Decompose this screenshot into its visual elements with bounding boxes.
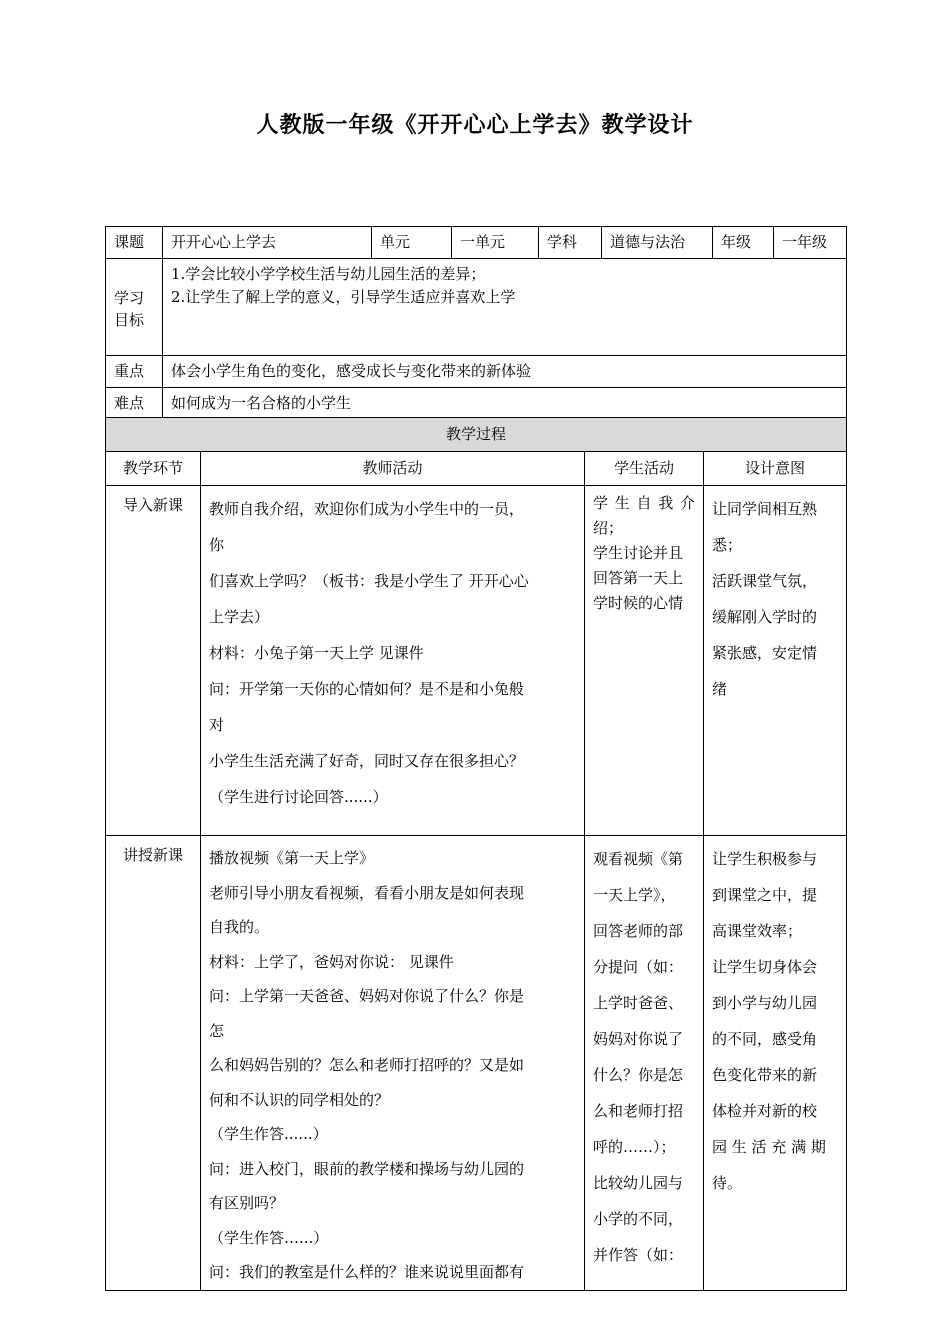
teaching-process-table bbox=[105, 417, 847, 1291]
difficulty-row bbox=[106, 388, 847, 420]
process-column-headers bbox=[106, 452, 847, 486]
goals-label-line: 学习 bbox=[114, 288, 145, 307]
goals-row bbox=[106, 259, 847, 356]
text-line: 分提问（如： bbox=[593, 958, 684, 976]
text-line: 有区别吗？ bbox=[209, 1194, 285, 1212]
design-intent-cell bbox=[704, 486, 847, 836]
goals-label-line: 目标 bbox=[114, 311, 145, 329]
topic-value: 开开心心上学去 bbox=[163, 227, 372, 259]
text-line: 们喜欢上学吗？（板书：我是小学生了 开开心心 bbox=[209, 572, 529, 590]
text-line: 让同学间相互熟 bbox=[712, 500, 818, 518]
text-line: （学生进行讨论回答......） bbox=[209, 788, 388, 806]
text-line: 并作答（如： bbox=[593, 1246, 684, 1264]
student-activity-cell bbox=[585, 486, 704, 836]
text-line: 活跃课堂气氛， bbox=[712, 572, 818, 590]
stage-name: 导入新课 bbox=[106, 486, 201, 836]
text-line: 的不同，感受角 bbox=[712, 1030, 818, 1048]
subject-label: 学科 bbox=[539, 227, 602, 259]
text-line: 问：我们的教室是什么样的？谁来说说里面都有 bbox=[209, 1263, 525, 1281]
topic-label: 课题 bbox=[106, 227, 163, 259]
header-design-intent: 设计意图 bbox=[704, 452, 847, 486]
text-line: 何和不认识的同学相处的？ bbox=[209, 1090, 390, 1109]
stage-row-new-lesson bbox=[106, 836, 847, 1291]
text-line: 上学时爸爸、 bbox=[593, 994, 684, 1012]
text-line: 对 bbox=[209, 716, 225, 734]
subject-value: 道德与法治 bbox=[602, 227, 713, 259]
text-line: 学 生 自 我 介 bbox=[593, 494, 695, 512]
goal-item: 2.让学生了解上学的意义，引导学生适应并喜欢上学 bbox=[171, 287, 516, 306]
text-line: （学生作答......） bbox=[209, 1125, 328, 1143]
text-line: 问：开学第一天你的心情如何？是不是和小兔般 bbox=[209, 680, 525, 698]
lesson-info-table bbox=[105, 226, 847, 420]
text-line: 么和老师打招 bbox=[593, 1102, 684, 1120]
text-line: 比较幼儿园与 bbox=[593, 1174, 684, 1192]
text-line: 一天上学》， bbox=[593, 886, 676, 904]
text-line: 缓解刚入学时的 bbox=[712, 608, 818, 626]
header-stage: 教学环节 bbox=[106, 452, 201, 486]
text-line: 观看视频《第 bbox=[593, 850, 684, 868]
key-point-label: 重点 bbox=[106, 356, 163, 388]
teacher-activity-cell bbox=[201, 836, 585, 1291]
text-line: 自我的。 bbox=[209, 918, 270, 936]
text-line: 上学去） bbox=[209, 608, 270, 626]
text-line: 园 生 活 充 满 期 bbox=[712, 1138, 826, 1156]
unit-label: 单元 bbox=[372, 227, 452, 259]
stage-row-intro bbox=[106, 486, 847, 836]
text-line: 你 bbox=[209, 536, 225, 554]
text-line: 怎 bbox=[209, 1021, 225, 1040]
goal-item: 1.学会比较小学学校生活与幼儿园生活的差异； bbox=[171, 265, 486, 283]
header-teacher-activity: 教师活动 bbox=[201, 452, 585, 486]
header-student-activity: 学生活动 bbox=[585, 452, 704, 486]
text-line: 高课堂效率； bbox=[712, 922, 803, 940]
unit-value: 一单元 bbox=[452, 227, 539, 259]
text-line: 学生讨论并且 bbox=[593, 544, 684, 562]
key-point-value: 体会小学生角色的变化，感受成长与变化带来的新体验 bbox=[163, 356, 847, 388]
teacher-activity-cell bbox=[201, 486, 585, 836]
topic-row bbox=[106, 227, 847, 259]
text-line: 到小学与幼儿园 bbox=[712, 994, 818, 1012]
text-line: 教师自我介绍，欢迎你们成为小学生中的一员， bbox=[209, 500, 525, 518]
text-line: 妈妈对你说了 bbox=[593, 1030, 684, 1048]
text-line: （学生作答…...） bbox=[209, 1228, 329, 1247]
text-line: 待。 bbox=[712, 1174, 743, 1192]
text-line: 绍； bbox=[593, 519, 624, 537]
text-line: 么和妈妈告别的？怎么和老师打招呼的？又是如 bbox=[209, 1056, 525, 1074]
text-line: 小学的不同， bbox=[593, 1210, 684, 1228]
text-line: 什么？你是怎 bbox=[593, 1066, 684, 1084]
text-line: 色变化带来的新 bbox=[712, 1066, 818, 1084]
text-line: 问：进入校门，眼前的教学楼和操场与幼儿园的 bbox=[209, 1159, 525, 1178]
key-point-row bbox=[106, 356, 847, 388]
text-line: 绪 bbox=[712, 680, 728, 698]
process-band-header: 教学过程 bbox=[106, 418, 847, 452]
text-line: 到课堂之中，提 bbox=[712, 886, 818, 904]
text-line: 悉； bbox=[712, 536, 743, 554]
stage-name: 讲授新课 bbox=[106, 836, 201, 1291]
text-line: 呼的……）； bbox=[593, 1138, 676, 1156]
difficulty-value: 如何成为一名合格的小学生 bbox=[163, 388, 847, 420]
grade-label: 年级 bbox=[713, 227, 774, 259]
goals-value bbox=[163, 259, 847, 356]
text-line: 紧张感，安定情 bbox=[712, 644, 818, 662]
text-line: 老师引导小朋友看视频，看看小朋友是如何表现 bbox=[209, 883, 525, 902]
text-line: 体检并对新的校 bbox=[712, 1102, 818, 1120]
design-intent-cell bbox=[704, 836, 847, 1291]
text-line: 学时候的心情 bbox=[593, 594, 684, 612]
text-line: 播放视频《第一天上学》 bbox=[209, 849, 375, 867]
goals-label bbox=[106, 259, 163, 356]
text-line: 让学生切身体会 bbox=[712, 958, 818, 976]
text-line: 问：上学第一天爸爸、妈妈对你说了什么？你是 bbox=[209, 987, 525, 1005]
text-line: 材料：小兔子第一天上学 见课件 bbox=[209, 644, 424, 662]
document-title: 人教版一年级《开开心心上学去》教学设计 bbox=[256, 113, 694, 138]
text-line: 回答第一天上 bbox=[593, 569, 684, 587]
text-line: 材料：上学了，爸妈对你说： 见课件 bbox=[209, 952, 454, 971]
grade-value: 一年级 bbox=[774, 227, 847, 259]
text-line: 小学生生活充满了好奇，同时又存在很多担心？ bbox=[209, 752, 525, 770]
student-activity-cell bbox=[585, 836, 704, 1291]
text-line: 让学生积极参与 bbox=[712, 850, 818, 868]
difficulty-label: 难点 bbox=[106, 388, 163, 420]
text-line: 回答老师的部 bbox=[593, 922, 684, 940]
